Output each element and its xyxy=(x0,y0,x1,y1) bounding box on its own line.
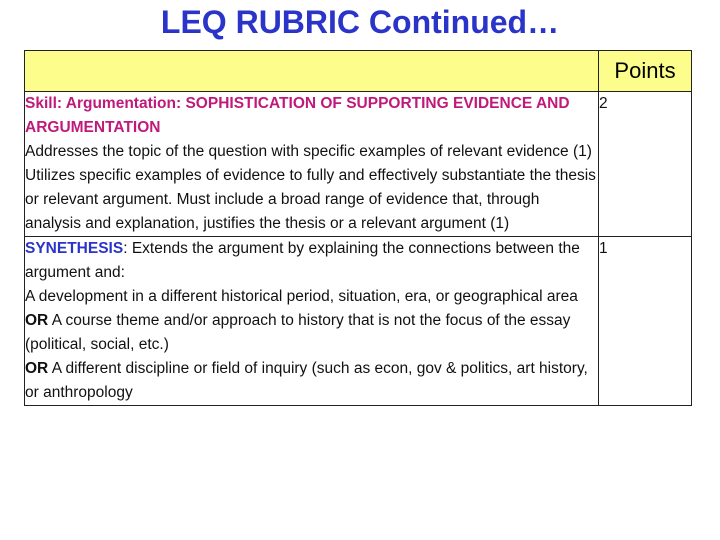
criterion-item: Addresses the topic of the question with specific examples of relevant evidence (1) xyxy=(25,143,592,160)
synthesis-option: A development in a different historical period, situation, era, or geographical area xyxy=(25,288,578,305)
points-header: Points xyxy=(599,51,692,92)
or-keyword: OR xyxy=(25,312,49,329)
argumentation-criteria-cell xyxy=(25,92,599,237)
synthesis-description: : Extends the argument by explaining the connections between the argument and: xyxy=(25,240,580,281)
synthesis-intro xyxy=(25,237,598,285)
synthesis-option xyxy=(25,357,598,405)
synthesis-option-text: A different discipline or field of inquiry (such as econ, gov & politics, art history, or anthropology xyxy=(25,360,588,401)
page-title: LEQ RUBRIC Continued… xyxy=(160,4,560,40)
table-row xyxy=(25,92,692,237)
table-row xyxy=(25,237,692,406)
or-keyword: OR xyxy=(25,360,49,377)
header-description-cell xyxy=(25,51,599,92)
rubric-table xyxy=(24,50,692,406)
criterion-item: Utilizes specific examples of evidence to fully and effectively substantiate the thesis or relevant argument. Must include a broad range of evidence that, through analysis and explanation, justifies the thesis or a relevant argument (1) xyxy=(25,167,596,232)
synthesis-criteria-cell xyxy=(25,237,599,406)
synthesis-option-text: A course theme and/or approach to history that is not the focus of the essay (political, social, etc.) xyxy=(25,312,571,353)
skill-heading: Skill: Argumentation: SOPHISTICATION OF SUPPORTING EVIDENCE AND ARGUMENTATION xyxy=(25,95,570,136)
synthesis-option xyxy=(25,309,598,357)
synthesis-keyword: SYNETHESIS xyxy=(25,240,124,257)
table-header-row xyxy=(25,51,692,92)
points-value: 2 xyxy=(599,92,692,237)
points-value: 1 xyxy=(599,237,692,406)
